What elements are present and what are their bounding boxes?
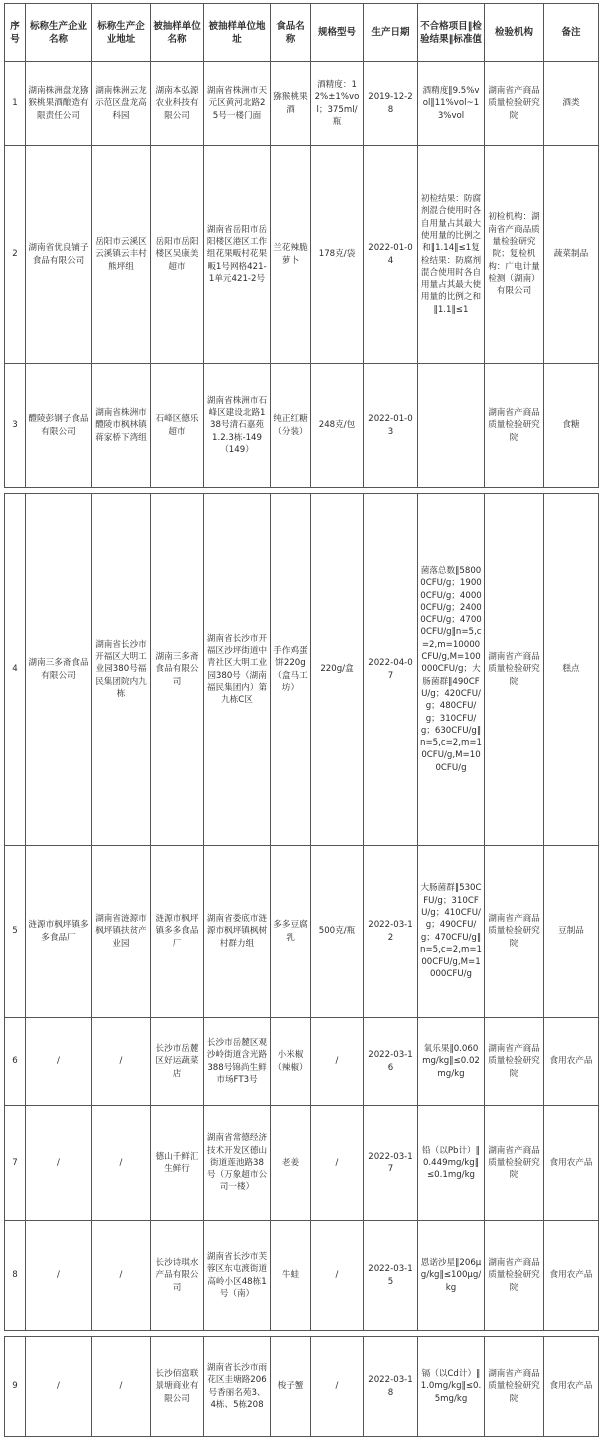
document-page [4, 3, 598, 1437]
cell-food-name: 手作鸡蛋饼220g（盒马工坊） [271, 494, 311, 846]
cell-seq: 2 [5, 146, 26, 364]
cell-spec: / [311, 1018, 364, 1106]
cell-producer-address: / [92, 1018, 151, 1106]
cell-seq: 1 [5, 62, 26, 146]
table-row [5, 1337, 599, 1437]
cell-production-date: 2022-03-15 [364, 1221, 418, 1331]
cell-producer-name: / [26, 1337, 92, 1437]
cell-inspection-agency: 湖南省产商品质量检验研究院 [485, 1106, 544, 1221]
cell-inspection-agency: 湖南省产商品质量检验研究院 [485, 1018, 544, 1106]
header-remark: 备注 [544, 4, 599, 62]
table-header-row [5, 4, 599, 62]
header-producer-name: 标称生产企业名称 [26, 4, 92, 62]
cell-producer-name: 涟源市枫坪镇多多食品厂 [26, 846, 92, 1018]
cell-failed-item: 初检结果：防腐剂混合使用时各自用量占其最大使用量的比例之和‖1.14‖≤1复检结果：防腐剂混合使用时各自用量占其最大使用量的比例之和‖1.1‖≤1 [418, 146, 485, 364]
table-row [5, 846, 599, 1018]
cell-seq: 4 [5, 494, 26, 846]
cell-sampled-unit-name: 长沙佰富联景塘商业有限公司 [151, 1337, 204, 1437]
cell-failed-item: 氧乐果‖0.060mg/kg‖≤0.02mg/kg [418, 1018, 485, 1106]
cell-seq: 8 [5, 1221, 26, 1331]
cell-production-date: 2022-03-17 [364, 1106, 418, 1221]
inspection-results-table [4, 3, 599, 1437]
cell-producer-name: 湖南省优良铺子食品有限公司 [26, 146, 92, 364]
cell-producer-address: / [92, 1337, 151, 1437]
table-row [5, 364, 599, 488]
cell-food-name: 纯正红糖（分装） [271, 364, 311, 488]
cell-producer-address: 湖南省株洲市醴陵市枫林镇蒋家桥下湾组 [92, 364, 151, 488]
table-row [5, 1221, 599, 1331]
cell-remark: 食用农产品 [544, 1106, 599, 1221]
cell-sampled-unit-name: 长沙诗琪水产品有限公司 [151, 1221, 204, 1331]
cell-producer-name: / [26, 1106, 92, 1221]
cell-seq: 7 [5, 1106, 26, 1221]
header-failed-item: 不合格项目‖检验结果‖标准值 [418, 4, 485, 62]
cell-producer-name: 醴陵彭钢子食品有限公司 [26, 364, 92, 488]
cell-sampled-unit-address: 湖南省岳阳市岳阳楼区港区工作组花果畈村花果畈1号网格421-1单元421-2号 [204, 146, 271, 364]
cell-sampled-unit-address: 湖南省娄底市涟源市枫坪镇枫树村群力组 [204, 846, 271, 1018]
cell-food-name: 牛蛙 [271, 1221, 311, 1331]
cell-remark: 食用农产品 [544, 1337, 599, 1437]
cell-sampled-unit-address: 湖南省长沙市芙蓉区东屯渡街道高岭小区48栋1号（南） [204, 1221, 271, 1331]
cell-sampled-unit-address: 湖南省株洲市石峰区建设北路138号清石嘉苑1.2.3栋-149（149） [204, 364, 271, 488]
cell-sampled-unit-address: 湖南省长沙市雨花区圭塘路206号香丽名苑3、4栋、5栋208 [204, 1337, 271, 1437]
header-spec: 规格型号 [311, 4, 364, 62]
cell-producer-address: 湖南省长沙市开福区大明工业园380号福民集团院内九栋 [92, 494, 151, 846]
cell-sampled-unit-address: 湖南省长沙市开福区沙坪街道中青社区大明工业园380号（湖南福民集团内）第九栋C区 [204, 494, 271, 846]
table-row [5, 1106, 599, 1221]
cell-producer-address: / [92, 1106, 151, 1221]
cell-food-name: 老姜 [271, 1106, 311, 1221]
cell-inspection-agency: 湖南省产商品质量检验研究院 [485, 494, 544, 846]
cell-inspection-agency: 初检机构：湖南省产商品质量检验研究院；复检机构：广电计量检测（湖南）有限公司 [485, 146, 544, 364]
cell-failed-item: 铅（以Pb计）‖0.449mg/kg‖≤0.1mg/kg [418, 1106, 485, 1221]
cell-spec: / [311, 1337, 364, 1437]
header-sampled-unit-address: 被抽样单位地址 [204, 4, 271, 62]
cell-spec: 248克/包 [311, 364, 364, 488]
cell-sampled-unit-name: 湖南本弘源农业科技有限公司 [151, 62, 204, 146]
cell-spec: 500克/瓶 [311, 846, 364, 1018]
cell-seq: 3 [5, 364, 26, 488]
header-sampled-unit-name: 被抽样单位名称 [151, 4, 204, 62]
cell-sampled-unit-name: 湖南三多斋食品有限公司 [151, 494, 204, 846]
cell-food-name: 猕猴桃果酒 [271, 62, 311, 146]
cell-remark: 食糖 [544, 364, 599, 488]
cell-sampled-unit-name: 长沙市岳麓区好运蔬菜店 [151, 1018, 204, 1106]
cell-failed-item: 恩诺沙星‖206μg/kg‖≤100μg/kg [418, 1221, 485, 1331]
cell-inspection-agency: 湖南省产商品质量检验研究院 [485, 62, 544, 146]
header-production-date: 生产日期 [364, 4, 418, 62]
cell-inspection-agency: 湖南省产商品质量检验研究院 [485, 1221, 544, 1331]
cell-spec: 220g/盒 [311, 494, 364, 846]
cell-food-name: 多多豆腐乳 [271, 846, 311, 1018]
cell-production-date: 2022-04-07 [364, 494, 418, 846]
header-food-name: 食品名称 [271, 4, 311, 62]
cell-sampled-unit-name: 涟源市枫坪镇多多食品厂 [151, 846, 204, 1018]
cell-production-date: 2022-03-12 [364, 846, 418, 1018]
cell-failed-item: 菌落总数‖58000CFU/g；19000CFU/g；40000CFU/g；24000CFU/g；47000CFU/g‖n=5,c=2,m=10000CFU/g,M=100000CFU/g；大肠菌群‖490CFU/g；420CFU/g；480CFU/g；310CFU/g；630CFU/g‖n=5,c=2,m=10CFU/g,M=100CFU/g [418, 494, 485, 846]
cell-producer-name: 湖南三多斋食品有限公司 [26, 494, 92, 846]
cell-failed-item: 镉（以Cd计）‖1.0mg/kg‖≤0.5mg/kg [418, 1337, 485, 1437]
cell-producer-name: / [26, 1018, 92, 1106]
cell-inspection-agency: 湖南省产商品质量检验研究院 [485, 364, 544, 488]
cell-production-date: 2022-01-04 [364, 146, 418, 364]
cell-food-name: 兰花辣脆萝卜 [271, 146, 311, 364]
header-producer-address: 标称生产企业地址 [92, 4, 151, 62]
cell-sampled-unit-address: 湖南省常德经济技术开发区德山街道莲池路38号（万象超市公司一楼） [204, 1106, 271, 1221]
cell-producer-address: 湖南省涟源市枫坪镇扶贫产业园 [92, 846, 151, 1018]
cell-production-date: 2022-03-18 [364, 1337, 418, 1437]
cell-seq: 5 [5, 846, 26, 1018]
cell-remark: 食用农产品 [544, 1221, 599, 1331]
cell-spec: 178克/袋 [311, 146, 364, 364]
cell-failed-item: 酒精度‖9.5%vol‖11%vol~13%vol [418, 62, 485, 146]
cell-spec: / [311, 1221, 364, 1331]
cell-sampled-unit-address: 湖南省株洲市天元区黄河北路25号一楼门面 [204, 62, 271, 146]
cell-remark: 酒类 [544, 62, 599, 146]
header-seq: 序号 [5, 4, 26, 62]
cell-sampled-unit-name: 石峰区德乐超市 [151, 364, 204, 488]
cell-seq: 9 [5, 1337, 26, 1437]
cell-inspection-agency: 湖南省产商品质量检验研究院 [485, 846, 544, 1018]
cell-sampled-unit-name: 岳阳市岳阳楼区吴康美超市 [151, 146, 204, 364]
cell-sampled-unit-address: 长沙市岳麓区观沙岭街道含光路388号锦尚生鲜市场FT3号 [204, 1018, 271, 1106]
cell-failed-item: 大肠菌群‖530CFU/g；310CFU/g；410CFU/g；490CFU/g；470CFU/g‖n=5,c=2,m=100CFU/g,M=1000CFU/g [418, 846, 485, 1018]
cell-seq: 6 [5, 1018, 26, 1106]
cell-producer-address: 湖南株洲云龙示范区盘龙高科园 [92, 62, 151, 146]
cell-sampled-unit-name: 德山千鲜汇生鲜行 [151, 1106, 204, 1221]
cell-remark: 糕点 [544, 494, 599, 846]
cell-production-date: 2022-01-03 [364, 364, 418, 488]
cell-inspection-agency: 湖南省产商品质量检验研究院 [485, 1337, 544, 1437]
cell-remark: 豆制品 [544, 846, 599, 1018]
cell-food-name: 小米椒（辣椒） [271, 1018, 311, 1106]
cell-production-date: 2019-12-28 [364, 62, 418, 146]
table-row [5, 494, 599, 846]
cell-spec: 酒精度：12%±1%vol；375ml/瓶 [311, 62, 364, 146]
cell-production-date: 2022-03-16 [364, 1018, 418, 1106]
cell-spec: / [311, 1106, 364, 1221]
cell-producer-name: / [26, 1221, 92, 1331]
table-row [5, 62, 599, 146]
table-row [5, 146, 599, 364]
cell-food-name: 梭子蟹 [271, 1337, 311, 1437]
header-inspection-agency: 检验机构 [485, 4, 544, 62]
cell-remark: 蔬菜制品 [544, 146, 599, 364]
cell-failed-item [418, 364, 485, 488]
cell-producer-address: 岳阳市云溪区云溪镇云丰村熊坪组 [92, 146, 151, 364]
cell-producer-address: / [92, 1221, 151, 1331]
cell-remark: 食用农产品 [544, 1018, 599, 1106]
cell-producer-name: 湖南株洲盘龙猕猴桃果酒酿造有限责任公司 [26, 62, 92, 146]
table-row [5, 1018, 599, 1106]
